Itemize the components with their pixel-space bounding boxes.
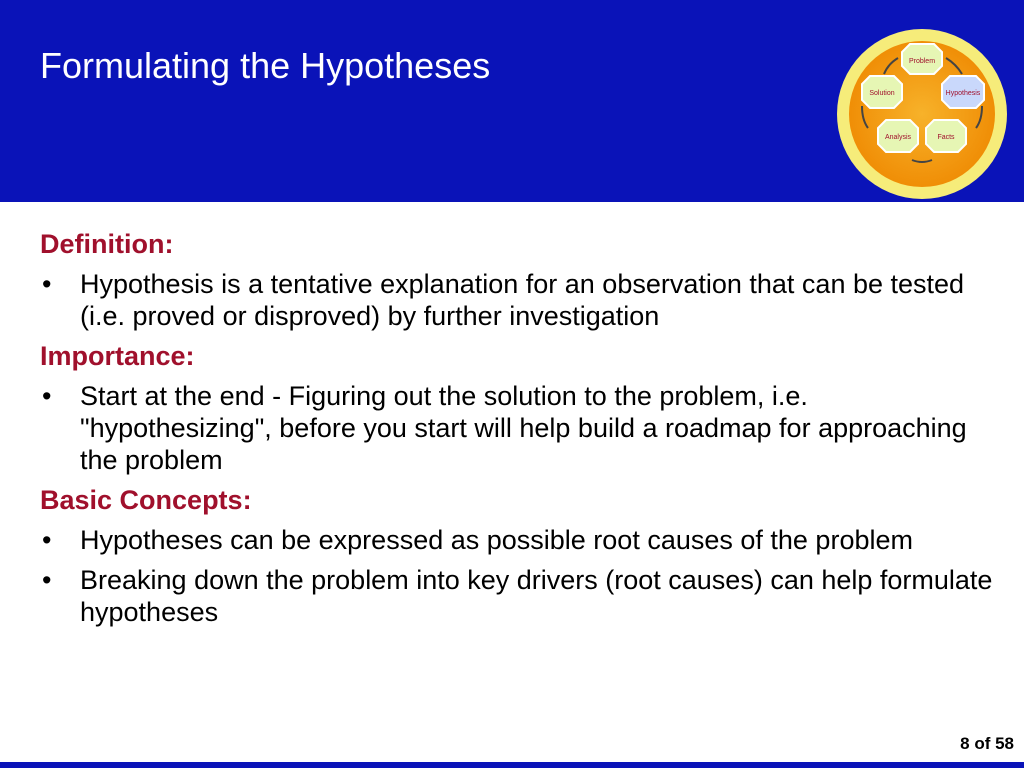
bullet-text: Start at the end - Figuring out the solution to the problem, i.e. "hypothesizing", before you start will help build a roadmap for approaching the problem [80,381,967,475]
node-facts [926,120,966,152]
slide-title: Formulating the Hypotheses [40,45,491,86]
bullet-item [40,380,1000,476]
section-heading-basic-concepts: Basic Concepts: [40,485,252,515]
bullet-item [40,268,1000,332]
node-analysis [878,120,918,152]
bullet-item [40,564,1000,628]
problem-solving-cycle-diagram [836,28,1008,200]
bullet-item [40,524,1000,556]
node-problem [902,44,942,74]
node-problem-label: Problem [908,58,936,65]
bullet-text: Breaking down the problem into key drivers (root causes) can help formulate hypotheses [80,565,993,627]
node-solution [862,76,902,108]
bullet-text: Hypotheses can be expressed as possible root causes of the problem [80,525,913,555]
bullet-icon: • [42,525,52,555]
slide-body [40,228,1000,636]
section-heading-importance: Importance: [40,341,195,371]
bullet-text: Hypothesis is a tentative explanation for an observation that can be tested (i.e. proved or disproved) by further investigation [80,269,965,331]
node-analysis-label: Analysis [884,134,912,141]
section-heading-definition: Definition: [40,229,174,259]
node-hypothesis [942,76,984,108]
node-solution-label: Solution [869,90,895,97]
bullet-icon: • [42,269,52,299]
bullet-icon: • [42,381,52,411]
footer-line [0,762,1024,768]
node-hypothesis-label: Hypothesis [945,90,981,97]
header-band [0,0,1024,202]
page-indicator: 8 of 58 [960,734,1014,753]
node-facts-label: Facts [937,134,955,141]
bullet-icon: • [42,565,52,595]
